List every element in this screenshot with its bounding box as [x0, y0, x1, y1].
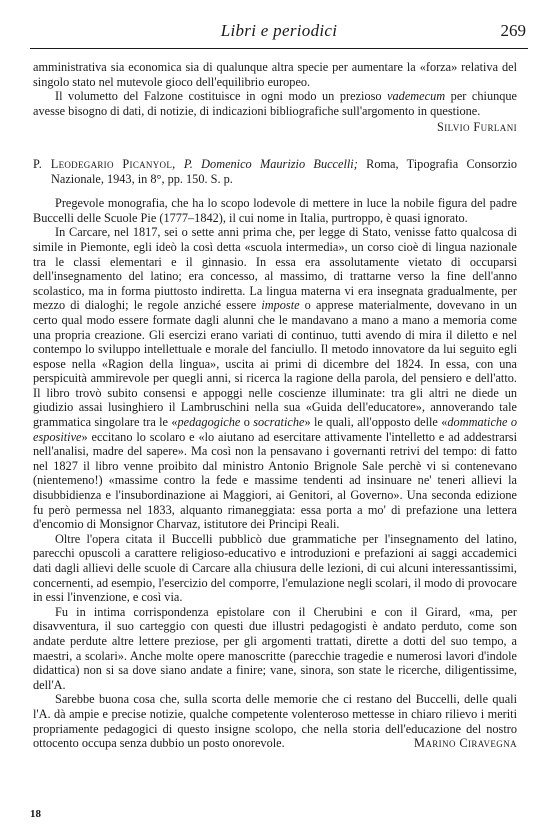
running-title: Libri e periodici — [220, 21, 338, 40]
review-heading — [33, 157, 517, 186]
page-body — [33, 60, 517, 751]
text-run: » le quali, all'opposto delle « — [304, 415, 448, 430]
text-run: » eccitano lo scolaro e «lo aiutano ad esercitare attivamente l'intelletto e ad addestrarsi nell'analisi, madre del sapere». Ma così non la pensavano i governanti retrivi del tempo: di fatto nel 1827 il libro venne proibito dal ministro Antonio Brignole Sale perchè vi si contenevano (nientemeno!) «massime contro la fede e massime tendenti ad insinuare ne' teneri allievi la disubbidienza e l'insubordinazione ai Maggiori, ai Genitori, al Governo». Una seconda edizione fu però permessa nel 1833, alquanto rimaneggiata: essa porta a mo' di prefazione una lettera d'encomio di Monsignor Charvaz, istitutore dei Principi Reali. — [33, 429, 517, 532]
review-paragraph: Pregevole monografia, che ha lo scopo lodevole di mettere in luce la nobile figura del padre Buccelli delle Scuole Pie (1777–1842), il cui nome in Italia, purtroppo, è quasi ignorato. — [33, 196, 517, 225]
previous-review-paragraph: amministrativa sia economica sia di qualunque altra specie per aumentare la «forza» relativa del singolo stato nel mutevole gioco dell'equilibrio europeo. — [33, 60, 517, 89]
review-paragraph — [33, 692, 517, 750]
page-number: 269 — [500, 21, 526, 40]
review-paragraph: Fu in intima corrispondenza epistolare con il Cherubini e con il Girard, «ma, per disavventura, il suo carteggio con questi due illustri pedagogisti è andato perduto, come son andate perdute altre lettere preziose, per gli argomenti trattati, dirette a dotti del suo tempo, a maestri, a scolari». Anche molte opere manoscritte (parecchie tragedie e numerosi lavori d'indole didattica) non si sa dove siano andate a finire; vane, sinora, son state le ricerche, diligentissime, dell'A. — [33, 604, 517, 692]
reviewer-signature: Marino Ciravegna — [414, 736, 517, 751]
italic-term: vademecum — [387, 89, 446, 104]
publication-details: Roma, Tipografia Consorzio Nazionale, 1943, in 8°, pp. 150. S. p. — [51, 156, 518, 186]
printer-signature-mark: 18 — [30, 808, 41, 820]
italic-term: dommatiche o espositive — [33, 415, 518, 444]
text-run: Il volumetto del Falzone costituisce in ogni modo un prezioso — [55, 89, 388, 104]
text-run: In Carcare, nel 1817, sei o sette anni prima che, per legge di Stato, venisse fatto qualcosa di simile in Piemonte, egli ideò la così detta «scuola intermedia», un corso cioè di lingua nazionale tra le classi elementari e il ginnasio. In essa era assolutamente vietato di occuparsi dell'insegnamento del latino; era concesso, al massimo, di trattarne verso la fine dell'anno scolastico, ma in forma piuttosto indiretta. La lingua materna vi era insegnata gradualmente, per mezzo di dialoghi; le regole anziché essere — [33, 225, 517, 313]
text-run: Sarebbe buona cosa che, sulla scorta delle memorie che ci restano del Buccelli, delle quali l'A. dà ampie e precise notizie, qualche competente volenteroso mettesse in chiaro rilievo i meriti propriamente pedagogici di questo insigne scolopo, che nella storia dell'educazione del nostro ottocento occupa senza dubbio un posto onorevole. — [33, 692, 517, 751]
book-author: P. Leodegario Picanyol, — [33, 156, 176, 171]
italic-term: imposte — [261, 298, 300, 313]
text-run: o — [240, 415, 254, 430]
italic-term: socratiche — [253, 415, 305, 430]
previous-review-paragraph — [33, 89, 517, 118]
text-run: per chiunque avesse bisogno di dati, di notizie, di indicazioni bibliografiche sull'argomento in questione. — [33, 89, 517, 118]
review-paragraph: Oltre l'opera citata il Buccelli pubblicò due grammatiche per l'insegnamento del latino, parecchi opuscoli a carattere religioso-educativo e introduzioni e prefazioni ai saggi accademici dati dagli allievi delle scuole di Carcare alla chiusura delle lezioni, di cui alcuni interessantissimi, concernenti, ad esempio, l'esercizio del comporre, l'emulazione negli scolari, il modo di provocare in essi l'invenzione, e così via. — [33, 531, 517, 605]
text-run: o apprese materialmente, dovevano in un certo qual modo essere formate dagli alunni che le mandavano a mano a mano a memoria come una propria creazione. Gli esercizi erano variati di continuo, tutti avendo di mira il diletto e nel contempo lo sviluppo intellettuale e morale del fanciullo. Il metodo innovatore da lui seguito egli espose nella «Ragion della lingua», uscita ai primi di dicembre del 1824. In essa, con una perspicuità ammirevole per quegli anni, si ricerca la ragione della parola, del pensiero e dell'atto. Il libro trovò subito consensi e appoggi nelle coscienze illuminate: tra gli altri ne diede un giudizio assai lusinghiero il Lambruschini nella sua «Guida dell'educatore», annoverando tale grammatica singolare tra le « — [33, 298, 517, 430]
italic-term: pedagogiche — [177, 415, 241, 430]
book-title: P. Domenico Maurizio Buccelli; — [183, 156, 358, 171]
page-header — [30, 10, 528, 49]
review-paragraph — [33, 225, 517, 531]
reviewer-signature: Silvio Furlani — [436, 120, 517, 135]
